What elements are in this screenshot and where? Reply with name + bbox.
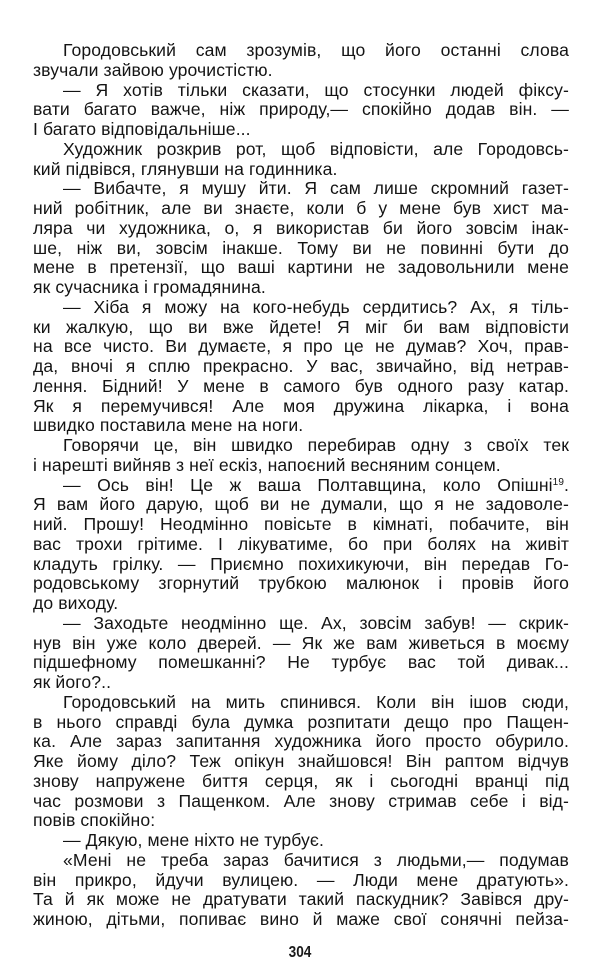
line-text: вас трохи грітиме. І лікуватиме, бо при болях на живіт (33, 533, 569, 554)
line-text: звучали зайвою урочистістю. (33, 59, 273, 80)
text-line (33, 258, 569, 278)
line-text: ка. Але зараз запитання художника його просто обурило. (33, 731, 569, 752)
line-text: мене в претензії, що ваші картини не задовольнили мене (33, 257, 569, 278)
text-line (33, 851, 569, 871)
text-line (33, 811, 569, 831)
text-line (33, 594, 569, 614)
footnote-marker: 19 (552, 476, 564, 488)
text-line (33, 436, 569, 456)
line-text: Художник розкрив рот, щоб відповісти, але Городовсь- (63, 138, 569, 159)
line-text: — Вибачте, я мушу йти. Я сам лише скромний газет- (63, 178, 569, 199)
line-text: кладуть грілку. — Приємно похихикуючи, він передав Го- (33, 553, 569, 574)
text-line (33, 535, 569, 555)
line-text: він прикро, йдучи вулицею. — Люди мене дратують». (33, 869, 569, 890)
text-line (33, 337, 569, 357)
text-line (33, 140, 569, 160)
line-text: ляра чи художника, о, я використав би його зовсім інак- (33, 217, 569, 238)
text-line (33, 298, 569, 318)
line-text: лення. Бідний! У мене в самого був одного разу катар. (33, 375, 569, 396)
line-text: «Мені не треба зараз бачитися з людьми,— подумав (63, 849, 569, 870)
text-line (33, 693, 569, 713)
line-text: да, вночі я сплю прекрасно. У вас, звичайно, від нетрав- (33, 356, 569, 376)
line-text: як сучасника і громадянина. (33, 277, 266, 297)
text-line (33, 278, 569, 298)
text-line (33, 752, 569, 772)
line-text: жиною, дітьми, попиває вино й маже свої сонячні пейза- (33, 909, 569, 929)
text-line (33, 792, 569, 812)
text-line (33, 476, 569, 496)
text-line (33, 377, 569, 397)
line-text: — Ось він! Це ж ваша Полтавщина, коло Опішні (63, 474, 553, 495)
text-line (33, 416, 569, 436)
text-line (33, 160, 569, 180)
line-text: Яке йому діло? Теж опікун знайшовся! Він раптом відчув (33, 751, 569, 771)
text-line (33, 614, 569, 634)
text-line (33, 199, 569, 219)
text-line (33, 100, 569, 120)
text-line (33, 732, 569, 752)
text-line (33, 397, 569, 417)
line-text: час розмови з Пащенком. Але знову стримав себе і від- (33, 790, 569, 811)
line-text: в нього справді була думка розпитати дещо про Пащен- (33, 711, 569, 732)
page-body (33, 41, 569, 930)
line-text: вати багато важче, ніж природу,— спокійно додав він. — (33, 99, 569, 120)
line-text: до виходу. (33, 593, 119, 613)
line-text: І багато відповідальніше... (33, 119, 251, 139)
text-line (33, 673, 569, 693)
line-text: — Я хотів тільки сказати, що стосунки людей фіксу- (63, 79, 569, 100)
line-text: Говорячи це, він швидко перебирав одну з своїх тек (63, 435, 569, 455)
text-line (33, 910, 569, 930)
line-text: знову напружене биття серця, як і сьогодні вранці під (33, 770, 569, 791)
text-line (33, 357, 569, 377)
page-number: 304 (288, 944, 312, 961)
line-text: родовському згорнутий трубкою малюнок і провів його (33, 573, 569, 594)
line-text: нув він уже коло дверей. — Як же вам живеться в моєму (33, 632, 569, 653)
line-text: повів спокійно: (33, 810, 156, 831)
line-text: ки жалкую, що ви вже йдете! Я міг би вам відповісти (33, 316, 569, 337)
text-line (33, 831, 569, 851)
line-text: — Заходьте неодмінно ще. Ах, зовсім забув! — скрик- (63, 612, 569, 633)
line-text: Я вам його дарую, щоб ви не думали, що я не задоволе- (33, 494, 569, 515)
text-line (33, 555, 569, 575)
text-line (33, 179, 569, 199)
text-line (33, 81, 569, 101)
text-line (33, 456, 569, 476)
text-line (33, 318, 569, 338)
line-text: ний робітник, але ви знаєте, коли б у мене був хист ма- (33, 198, 569, 218)
text-line (33, 713, 569, 733)
text-line (33, 41, 569, 61)
line-text: ний. Прошу! Неодмінно повісьте в кімнаті, побачите, він (33, 514, 569, 534)
text-line (33, 634, 569, 654)
line-text: — Дякую, мене ніхто не турбує. (63, 830, 324, 850)
text-line (33, 871, 569, 891)
line-suffix: . (564, 474, 569, 495)
line-text: як його?.. (33, 672, 112, 692)
text-line (33, 61, 569, 81)
text-line (33, 239, 569, 259)
text-line (33, 653, 569, 673)
line-text: кий підвівся, глянувши на годинника. (33, 158, 338, 179)
line-text: швидко поставила мене на ноги. (33, 415, 304, 436)
text-line (33, 219, 569, 239)
line-text: підшефному помешканні? Не турбує вас той дивак... (33, 652, 569, 673)
line-text: і нарешті вийняв з неї ескіз, напоєний весняним сонцем. (33, 454, 501, 475)
line-text: Як я перемучився! Але моя дружина лікарка, і вона (33, 395, 569, 416)
line-text: Городовський сам зрозумів, що його останні слова (63, 40, 569, 60)
line-text: — Хіба я можу на кого-небудь сердитись? Ах, я тіль- (63, 296, 569, 317)
line-text: Городовський на мить спинився. Коли він ішов сюди, (63, 691, 569, 712)
line-text: Та й як може не дратувати такий паскудник? Завівся дру- (33, 889, 569, 910)
text-line (33, 495, 569, 515)
text-line (33, 890, 569, 910)
text-line (33, 120, 569, 140)
text-line (33, 772, 569, 792)
line-text: на все чисто. Ви думаєте, я про це не думав? Хоч, прав- (33, 336, 569, 357)
line-text: ше, ніж ви, зовсім інакше. Тому ви не повинні бути до (33, 237, 569, 258)
text-line (33, 574, 569, 594)
text-line (33, 515, 569, 535)
